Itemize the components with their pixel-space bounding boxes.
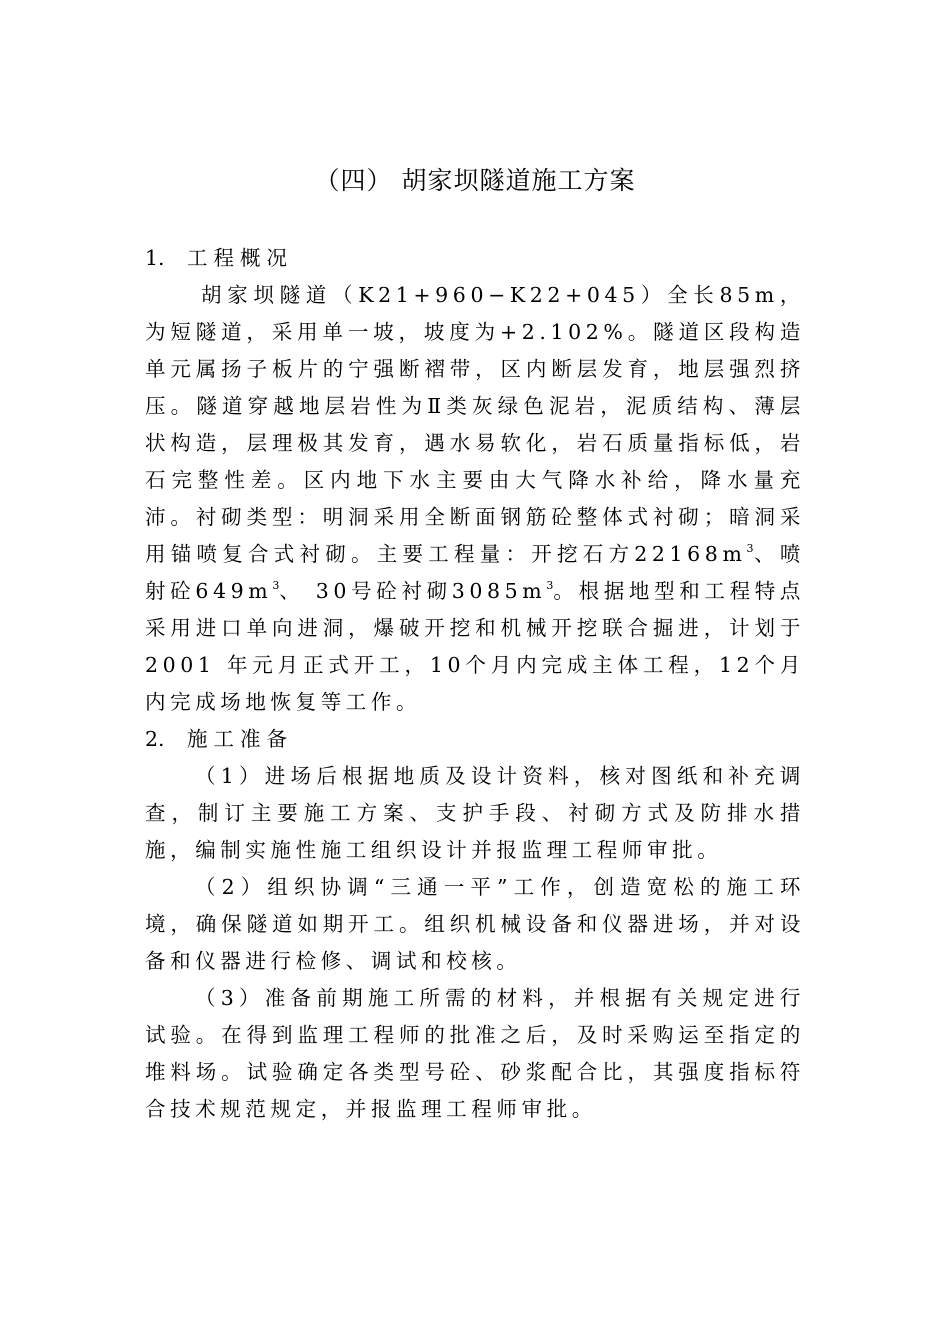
document-body <box>145 240 805 1128</box>
preparation-item-2: （2）组织协调“三通一平”工作，创造宽松的施工环境，确保隧道如期开工。组织机械设备和仪器进场，并对设备和仪器进行检修、调试和校核。 <box>145 875 805 973</box>
document-title: （四） 胡家坝隧道施工方案 <box>314 166 636 195</box>
section-heading-preparation <box>145 721 805 758</box>
paragraph-text: 胡家坝隧道（K21+960−K22+045）全长85m，为短隧道，采用单一坡，坡度为+2.102%。隧道区段构造单元属扬子板片的宁强断褶带，区内断层发育，地层强烈挤压。隧道穿越地层岩性为Ⅱ类灰绿色泥岩，泥质结构、薄层状构造，层理极其发育，遇水易软化，岩石质量指标低，岩石完整性差。区内地下水主要由大气降水补给，降水量充沛。衬砌类型：明洞采用全断面钢筋砼整体式衬砌；暗洞采用锚喷复合式衬砌。主要工程量：开挖石方22168m <box>145 283 805 566</box>
preparation-item-3: （3）准备前期施工所需的材料，并根据有关规定进行试验。在得到监理工程师的批准之后，及时采购运至指定的堆料场。试验确定各类型号砼、砂浆配合比，其强度指标符合技术规范规定，并报监理工程师审批。 <box>145 986 805 1121</box>
section-title: 工程概况 <box>187 246 293 270</box>
superscript-exponent: 3 <box>746 542 754 555</box>
paragraph-text: 、喷射砼649m <box>145 542 805 603</box>
paragraph-text: 。根据地型和工程特点采用进口单向进洞，爆破开挖和机械开挖联合掘进，计划于2001 年元月正式开工，10个月内完成主体工程，12个月内完成场地恢复等工作。 <box>145 579 806 714</box>
section-heading-overview <box>145 240 805 277</box>
section-number: 1. <box>145 246 165 270</box>
overview-paragraph <box>145 277 805 721</box>
superscript-exponent: 3 <box>546 579 554 592</box>
superscript-exponent: 3 <box>272 579 280 592</box>
paragraph-text: 、 30号砼衬砌3085m <box>279 579 547 603</box>
section-number: 2. <box>145 727 165 751</box>
preparation-item-1: （1）进场后根据地质及设计资料，核对图纸和补充调查，制订主要施工方案、支护手段、衬砌方式及防排水措施，编制实施性施工组织设计并报监理工程师审批。 <box>145 764 805 862</box>
section-title: 施工准备 <box>187 727 293 751</box>
